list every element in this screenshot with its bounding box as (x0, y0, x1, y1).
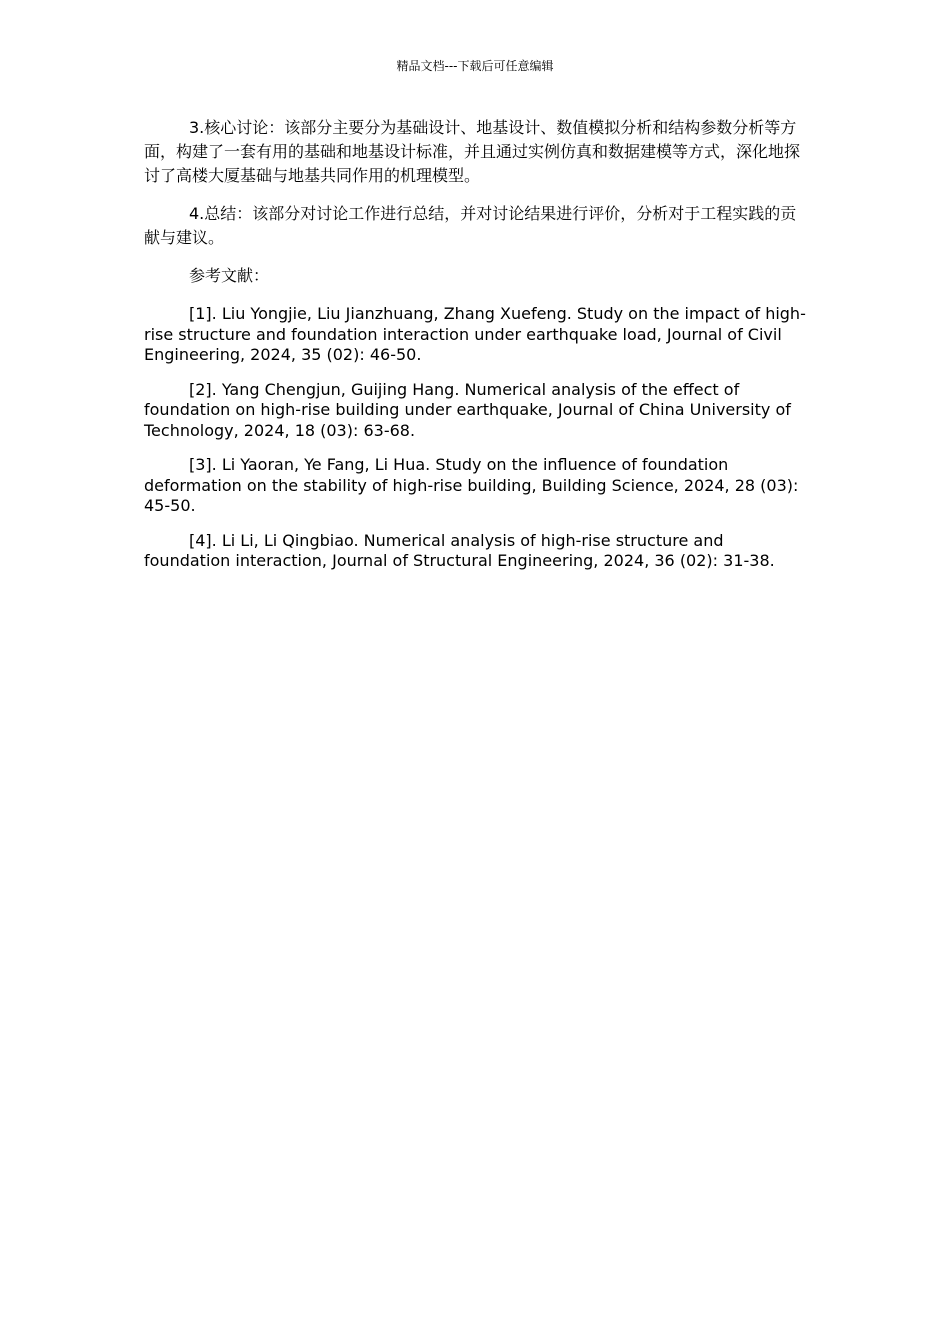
reference-item-2: [2]. Yang Chengjun, Guijing Hang. Numerical analysis of the effect of foundation on high-rise building under earthquake, Journal of China University of Technology, 2024, 18 (03): 63-68. (144, 379, 791, 440)
paragraph-summary: 4.总结：该部分对讨论工作进行总结，并对讨论结果进行评价，分析对于工程实践的贡献与建议。 (144, 204, 797, 247)
references-heading: 参考文献： (189, 266, 270, 285)
reference-item-1: [1]. Liu Yongjie, Liu Jianzhuang, Zhang Xuefeng. Study on the impact of high-rise structure and foundation interaction under earthquake load, Journal of Civil Engineering, 2024, 35 (02): 46-50. (144, 304, 806, 364)
document-body (144, 116, 806, 586)
reference-item-4: [4]. Li Li, Li Qingbiao. Numerical analysis of high-rise structure and foundation interaction, Journal of Structural Engineering, 2024, 36 (02): 31-38. (144, 530, 775, 570)
page-header: 精品文档---下载后可任意编辑 (396, 59, 554, 73)
paragraph-core-discussion: 3.核心讨论：该部分主要分为基础设计、地基设计、数值模拟分析和结构参数分析等方面，构建了一套有用的基础和地基设计标准，并且通过实例仿真和数据建模等方式，深化地探讨了高楼大厦基础与地基共同作用的机理模型。 (144, 118, 801, 185)
reference-item-3: [3]. Li Yaoran, Ye Fang, Li Hua. Study on the influence of foundation deformation on the stability of high-rise building, Building Science, 2024, 28 (03): 45-50. (144, 455, 799, 515)
